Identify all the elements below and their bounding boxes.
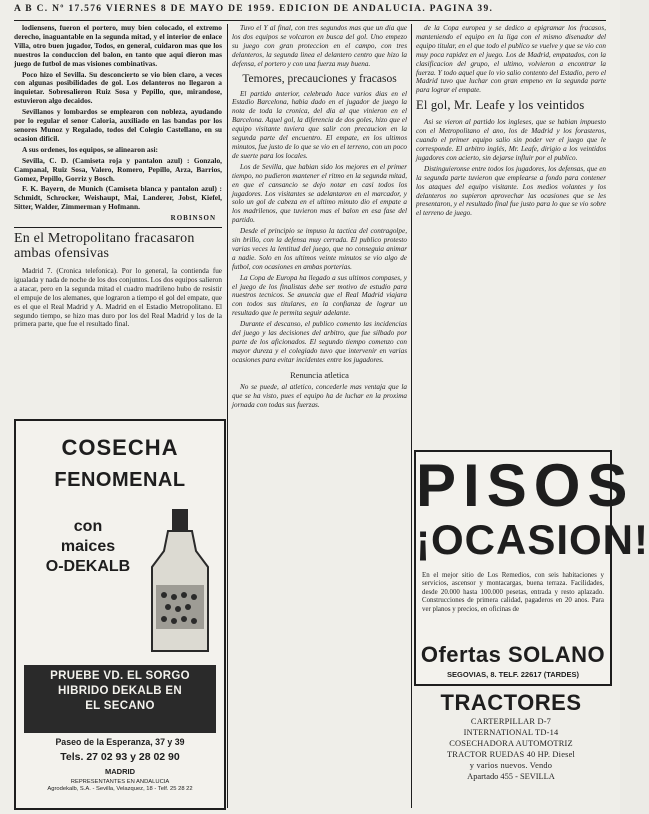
paragraph: Asi se vieron al partido los ingleses, que se habian impuesto con el Metropolitano el ano, los de Madrid y los forasteros, cuando el primer equipo salio sin poder ver el juego que le corresponde. El arbitro inglés, Mr. Leafe, dirigio a los veintidos jugadores con acierto, sin dejarse influir por el publico.: [416, 118, 606, 162]
paragraph: lodiensens, fueron el portero, muy bien colocado, el extremo derecho, inaguantable en la segunda mitad, y el interior de enlace Villa, otro buen jugador, Todos, en general, cuidaron mas que los nuestros la conduccion del balon, en tanto que aqui dieron mas juego de futbol de mas visiones combinativas.: [14, 23, 222, 68]
ad-product-text: [28, 517, 148, 577]
advertisement-tractors: [414, 688, 608, 806]
page-header: A B C. Nº 17.576 VIERNES 8 DE MAYO DE 1959. EDICION DE ANDALUCIA. PAGINA 39.: [14, 4, 494, 14]
paragraph: Sevillanos y lombardos se emplearon con nobleza, ayudando por lo regular el senor Caloria, auxiliado en las bandas por los senores Munoz y Regalado, todos del Colegio Castellano, en su ocasion dificil.: [14, 107, 222, 143]
ad-phones: Tels. 27 02 93 y 28 02 90: [60, 751, 180, 763]
paragraph: La Copa de Europa ha llegado a sus ultimos compases, y el juego de los finalistas debe ser motivo de estudio para nuestros tecnicos. Se anuncia que el Real Madrid viajara con todos sus titulares, en la confianza de lograr un resultado que le permita seguir adelante.: [232, 273, 407, 318]
ad-line: TRACTOR RUEDAS 40 HP. Diesel: [446, 750, 576, 759]
column-middle: [232, 24, 407, 808]
ad-line: INTERNATIONAL TD-14: [463, 728, 559, 737]
author-signature: ROBINSON: [170, 214, 216, 223]
ad-brand: Ofertas SOLANO: [420, 642, 606, 667]
banner-line: PRUEBE VD. EL SORGO: [50, 670, 190, 682]
ad-address: SEGOVIAS, 8. TELF. 22617 (TARDES): [447, 670, 579, 679]
smallprint-line: Agrodekalb, S.A. - Sevilla, Velazquez, 18 - Telf. 25 28 22: [47, 786, 193, 792]
ad-banner: [24, 665, 216, 733]
ad-headline-2: FENOMENAL: [54, 469, 186, 491]
ad-body-text: En el mejor sitio de Los Remedios, con seis habitaciones y servicios, ascensor y montacargas, buena terraza. Facilidades, desde 20.000 hasta 100.000 pesetas, entrada y resto aplazado. Construcciones de primera calidad, pagaderos en 20 anos. Para ver planos y precios, en oficinas de: [422, 572, 604, 613]
ad-contact: Apartado 455 - SEVILLA: [467, 772, 555, 781]
banner-line: EL SECANO: [85, 700, 155, 712]
paragraph: Madrid 7. (Cronica telefonica). Por lo general, la contienda fue igualada y nada de noche de los dos conjuntos. Los dos equipos salieron a atacar, pero en la segunda mitad el cuadro madrileno hubo de resistir el empuje de los alemanes, que lograron a tiempo el gol del empate, que es el que el Real Madrid y A. Madrid en el Estadio Metropolitano. El segundo tiempo, se hizo mas duro por los del Real Madrid y los de la primera parte, que fue el resultado final.: [14, 267, 222, 329]
paragraph: de la Copa europea y se dedico a epigramar los fracasos, manteniendo el equipo en la liga con el mismo disenador del equipo titular, en el que todo el publico se vuelve y que se vio con muy poca rapidez en el juego. Los de Madrid, empatados, con la clasificacion del grupo, el ultimo, volvieron a encontrar la fuerza. Y todo aquel que lo vio salio contento del Estadio, pero el Madrid tuvo que luchar con gran empeno en la segunda parte para lograr el empate.: [416, 24, 606, 95]
paragraph: Desde el principio se impuso la tactica del contragolpe, sin brillo, con la defensa muy cerrada. El publico protesto varias veces la lentitud del juego, que no conseguia animar a nadie. Solo en los ultimos veinte minutos se vio algo de futbol, con ocasiones en ambas porterias.: [232, 227, 407, 271]
paragraph: Sevilla, C. D. (Camiseta roja y pantalon azul) : Gonzalo, Campanal, Ruiz Sosa, Valero, Romero, Pepillo, Arza, Barrios, Gomez, Pepillo, Gorriz y Bosch.: [14, 155, 222, 183]
paragraph: Distinguieronse entre todos los jugadores, los defensas, que en la segunda parte tuvieron que emplearse a fondo para contener los ataques del equipo visitante. Los medios volantes y los delanteros no supieron aprovechar las ocasiones que se les presentaron, y el resultado final fue justo para lo que se vio sobre el terreno de juego.: [416, 164, 606, 218]
ad-text-brand: O-DEKALB: [45, 558, 131, 575]
smallprint-line: REPRESENTANTES EN ANDALUCIA: [70, 779, 170, 785]
paragraph: No se puede, al atletico, concederle mas ventaja que la que se ha visto, pues el equipo ha de luchar en la proxima jornada con todas sus fuerzas.: [232, 382, 407, 409]
column-divider-1: [227, 24, 228, 808]
paragraph: Tuvo el Y al final, con tres segundos mas que un dia que los dos equipos se volcaron en busca del gol. Uno empezo su juego con gran proteccion en el campo, con tres delanteros, la segunda linea el delantero centro que hizo la defensa, el portero y con una fuerza muy buena.: [232, 24, 407, 68]
column-left: [14, 24, 222, 414]
article-body: [14, 267, 222, 329]
article-headline: Temores, precauciones y fracasos: [242, 72, 397, 85]
ad-headline-1: COSECHA: [61, 435, 179, 460]
ad-headline-1: PISOS: [416, 452, 635, 519]
paragraph: Durante el descanso, el publico comento las incidencias del juego y las decisiones del arbitro, que fue silbado por parte de los aficionados. El segundo tiempo comenzo con mayor dureza y el colegiado tuvo que intervenir en varias ocasiones para evitar incidentes entre los jugadores.: [232, 320, 407, 364]
ad-headline: TRACTORES: [440, 690, 582, 715]
ad-smallprint: [16, 779, 224, 793]
paragraph: El partido anterior, celebrado hace varios dias en el Estadio Barcelona, habia dado en el jugador de juego la nota de toda la cronica, del dia al que vinieron en el Barcelona. Aquel gol, la diferencia de dos goles, hizo que el equipo visitante tuviera que salir con precaucion en la segunda parte del encuentro. El empate, en los ultimos minutos, fue justo de lo que se vio en el terreno, con un poco de suerte para los locales.: [232, 89, 407, 160]
paragraph: F. K. Bayern, de Munich (Camiseta blanca y pantalon azul) : Schmidt, Schrocker, Weishaupt, Mai, Landerer, Jobst, Kiefel, Sitter, Walder, Zimmerman y Hofmann.: [14, 184, 222, 212]
match-report-intro: [14, 24, 222, 212]
header-rule: [14, 20, 606, 21]
ad-line: y varios nuevos. Vendo: [469, 761, 553, 770]
section-rule: [14, 227, 222, 228]
bottle-cap: [172, 509, 188, 531]
bottle-illustration: [142, 507, 218, 657]
ad-headline-2: ¡OCASION!: [416, 516, 649, 563]
ad-line: CARTERPILLAR D-7: [470, 717, 552, 726]
ad-text-maices: maices: [60, 538, 116, 555]
article-headline-2: Renuncia atletica: [290, 369, 349, 380]
ad-text-con: con: [73, 518, 103, 535]
banner-line: HIBRIDO DEKALB EN: [58, 685, 182, 697]
paragraph: Los de Sevilla, que habian sido los mejores en el primer tiempo, no pudieron mantener el ritmo en la segunda mitad, en que el cansancio se dejo notar en casi todos los jugadores. Los visitantes se adelantaron en el marcador, y solo un gol de cabeza en el ultimo minuto dio el empate a los madrilenos, que tuvieron mas el balon en esa fase del partido.: [232, 162, 407, 225]
ad-city: MADRID: [105, 767, 135, 776]
ad-address: Paseo de la Esperanza, 37 y 39: [55, 737, 185, 747]
column-divider-2: [411, 24, 412, 808]
ad-line: COSECHADORA AUTOMOTRIZ: [449, 739, 573, 748]
advertisement-flats: [414, 450, 649, 686]
article-headline: El gol, Mr. Leafe y los veintidos: [416, 98, 585, 113]
advertisement-harvest: [14, 419, 226, 810]
paragraph: Poco hizo el Sevilla. Su desconcierto se vio bien claro, a veces con algunas posibilidades de gol. Los delanteros no llegaron a inquietar. Sobresalieron Ruiz Sosa y Pepillo, que, mirandose, estuvieron algo decaidos.: [14, 69, 222, 106]
paragraph: A sus ordenes, los equipos, se alinearon asi:: [22, 144, 158, 154]
column-right: [416, 24, 606, 446]
article-headline: En el Metropolitano fracasaron ambas ofensivas: [14, 231, 195, 262]
